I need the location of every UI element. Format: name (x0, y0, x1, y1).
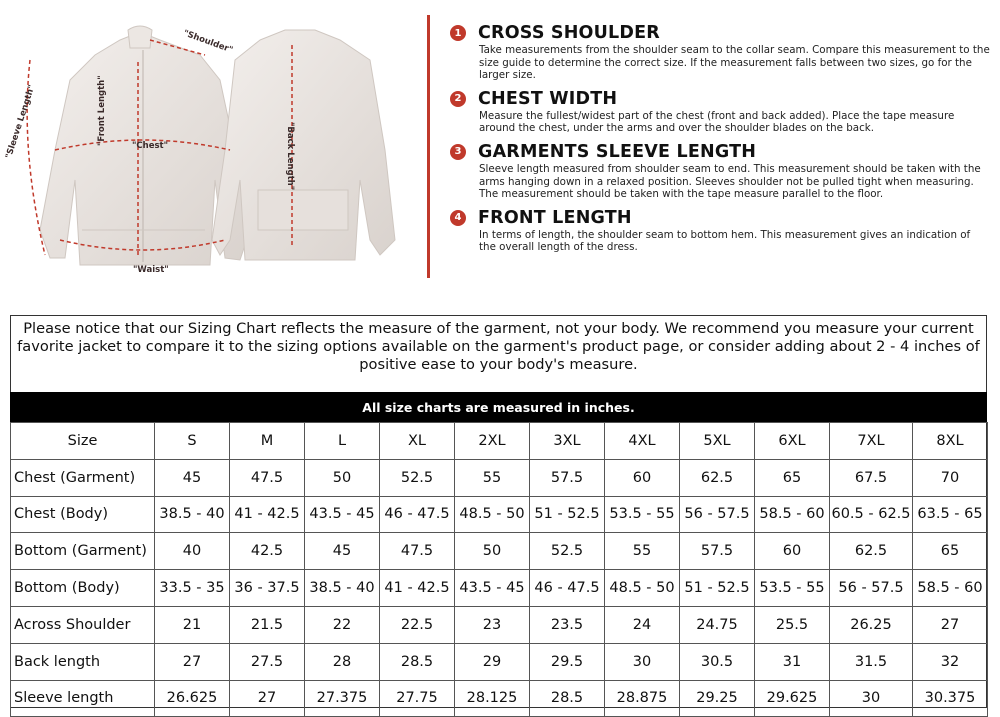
row-label: Sleeve length (11, 680, 155, 717)
table-cell: 53.5 - 55 (755, 570, 830, 607)
table-cell: 63.5 - 65 (913, 496, 988, 533)
table-cell: 62.5 (830, 533, 913, 570)
size-col-header: 6XL (755, 423, 830, 460)
table-cell: 21.5 (230, 606, 305, 643)
table-cell: 30.5 (680, 643, 755, 680)
table-cell: 46 - 47.5 (380, 496, 455, 533)
measurement-instructions (450, 22, 990, 260)
size-col-header: 4XL (605, 423, 680, 460)
size-col-header: M (230, 423, 305, 460)
size-col-header: L (305, 423, 380, 460)
table-row (11, 643, 988, 680)
table-cell: 31 (755, 643, 830, 680)
vertical-divider (427, 15, 430, 278)
table-cell: 50 (455, 533, 530, 570)
table-cell: 42.5 (230, 533, 305, 570)
step-number-badge: 4 (450, 210, 466, 226)
row-label: Bottom (Garment) (11, 533, 155, 570)
step-description: Take measurements from the shoulder seam to the collar seam. Compare this measurement to the size guide to determine the correct size. If the measurement falls between two sizes, go for the larger size. (479, 44, 990, 82)
table-cell: 21 (155, 606, 230, 643)
back-length-label: "Back Length" (285, 122, 295, 191)
table-cell: 28.5 (380, 643, 455, 680)
table-cell: 46 - 47.5 (530, 570, 605, 607)
chest-label: "Chest" (132, 141, 169, 151)
table-cell: 22.5 (380, 606, 455, 643)
size-col-header: 3XL (530, 423, 605, 460)
jacket-measurement-diagram (0, 0, 420, 290)
table-cell: 48.5 - 50 (605, 570, 680, 607)
table-cell: 24 (605, 606, 680, 643)
table-cell: 23 (455, 606, 530, 643)
table-cell: 38.5 - 40 (305, 570, 380, 607)
step-cross-shoulder (450, 22, 990, 82)
table-cell: 53.5 - 55 (605, 496, 680, 533)
table-cell: 29.25 (680, 680, 755, 717)
waist-label: "Waist" (133, 265, 169, 275)
step-title: CHEST WIDTH (478, 88, 618, 109)
table-cell: 56 - 57.5 (830, 570, 913, 607)
step-sleeve-length (450, 141, 990, 201)
step-title: CROSS SHOULDER (478, 23, 660, 43)
table-cell: 36 - 37.5 (230, 570, 305, 607)
size-col-header: 5XL (680, 423, 755, 460)
table-cell: 31.5 (830, 643, 913, 680)
size-col-header: 8XL (913, 423, 988, 460)
step-chest-width (450, 88, 990, 135)
table-cell: 52.5 (530, 533, 605, 570)
table-cell: 41 - 42.5 (230, 496, 305, 533)
table-cell: 60 (605, 459, 680, 496)
table-cell: 50 (305, 459, 380, 496)
table-cell: 28.125 (455, 680, 530, 717)
table-row (11, 496, 988, 533)
size-col-header: 2XL (455, 423, 530, 460)
table-cell: 41 - 42.5 (380, 570, 455, 607)
table-cell: 27.375 (305, 680, 380, 717)
table-cell: 45 (155, 459, 230, 496)
table-cell: 28 (305, 643, 380, 680)
table-cell: 29.625 (755, 680, 830, 717)
shoulder-label: "Shoulder" (181, 28, 235, 56)
step-description: Sleeve length measured from shoulder seam to end. This measurement should be taken with the arms hanging down in a relaxed position. Sleeves shoulder not be pulled tight when measuring. The measurement should be taken with the tape measure parallel to the floor. (479, 162, 981, 201)
table-cell: 40 (155, 533, 230, 570)
table-cell: 57.5 (680, 533, 755, 570)
size-col-header: XL (380, 423, 455, 460)
table-cell: 58.5 - 60 (913, 570, 988, 607)
row-label: Bottom (Body) (11, 570, 155, 607)
table-cell: 38.5 - 40 (155, 496, 230, 533)
sleeve-length-label: "Sleeve Length" (4, 83, 38, 161)
table-cell: 26.25 (830, 606, 913, 643)
table-cell: 29.5 (530, 643, 605, 680)
table-cell: 65 (755, 459, 830, 496)
size-col-header: 7XL (830, 423, 913, 460)
table-cell: 57.5 (530, 459, 605, 496)
table-cell: 58.5 - 60 (755, 496, 830, 533)
table-cell: 56 - 57.5 (680, 496, 755, 533)
table-cell: 22 (305, 606, 380, 643)
table-cell: 43.5 - 45 (455, 570, 530, 607)
table-cell: 51 - 52.5 (530, 496, 605, 533)
table-cell: 28.5 (530, 680, 605, 717)
table-cell: 29 (455, 643, 530, 680)
table-cell: 48.5 - 50 (455, 496, 530, 533)
table-cell: 23.5 (530, 606, 605, 643)
size-table-body (11, 459, 988, 717)
table-cell: 25.5 (755, 606, 830, 643)
step-number-badge: 3 (450, 144, 466, 160)
table-cell: 70 (913, 459, 988, 496)
size-col-header: S (155, 423, 230, 460)
step-title: FRONT LENGTH (478, 207, 632, 228)
front-length-label: "Front Length" (97, 75, 107, 146)
table-cell: 47.5 (230, 459, 305, 496)
table-cell: 26.625 (155, 680, 230, 717)
table-cell: 55 (605, 533, 680, 570)
table-cell: 30 (830, 680, 913, 717)
table-cell: 67.5 (830, 459, 913, 496)
size-header-row (11, 423, 988, 460)
table-cell: 65 (913, 533, 988, 570)
table-cell: 27 (155, 643, 230, 680)
table-cell: 27 (913, 606, 988, 643)
row-label: Chest (Body) (11, 496, 155, 533)
row-label: Chest (Garment) (11, 459, 155, 496)
step-description: Measure the fullest/widest part of the chest (front and back added). Place the tape measure around the chest, under the arms and over the shoulder blades on the back. (479, 109, 955, 135)
table-cell: 33.5 - 35 (155, 570, 230, 607)
table-cell: 43.5 - 45 (305, 496, 380, 533)
row-label: Back length (11, 643, 155, 680)
table-row (11, 533, 988, 570)
table-cell: 45 (305, 533, 380, 570)
step-number-badge: 2 (450, 91, 466, 107)
table-row (11, 606, 988, 643)
table-cell: 60.5 - 62.5 (830, 496, 913, 533)
table-cell: 30 (605, 643, 680, 680)
table-cell: 27 (230, 680, 305, 717)
row-label: Across Shoulder (11, 606, 155, 643)
table-cell: 30.375 (913, 680, 988, 717)
step-title: GARMENTS SLEEVE LENGTH (478, 141, 757, 162)
step-front-length (450, 207, 990, 254)
table-row (11, 680, 988, 717)
step-description: In terms of length, the shoulder seam to bottom hem. This measurement gives an indication of the overall length of the dress. (479, 228, 971, 254)
table-cell: 51 - 52.5 (680, 570, 755, 607)
table-row (11, 570, 988, 607)
table-cell: 55 (455, 459, 530, 496)
table-cell: 27.75 (380, 680, 455, 717)
step-number-badge: 1 (450, 25, 466, 41)
size-chart-table (10, 422, 988, 717)
table-cell: 47.5 (380, 533, 455, 570)
table-cell: 62.5 (680, 459, 755, 496)
table-row (11, 459, 988, 496)
table-cell: 60 (755, 533, 830, 570)
table-cell: 28.875 (605, 680, 680, 717)
sizing-notice: Please notice that our Sizing Chart reflects the measure of the garment, not your body. We recommend you measure your current favorite jacket to compare it to the sizing options available on the garment's product page, or consider adding about 2 - 4 inches of positive ease to your body's measure. (17, 320, 980, 373)
table-cell: 52.5 (380, 459, 455, 496)
table-cell: 27.5 (230, 643, 305, 680)
table-cell: 24.75 (680, 606, 755, 643)
table-cell: 32 (913, 643, 988, 680)
inches-banner: All size charts are measured in inches. (10, 392, 987, 422)
size-header-label: Size (11, 423, 155, 460)
